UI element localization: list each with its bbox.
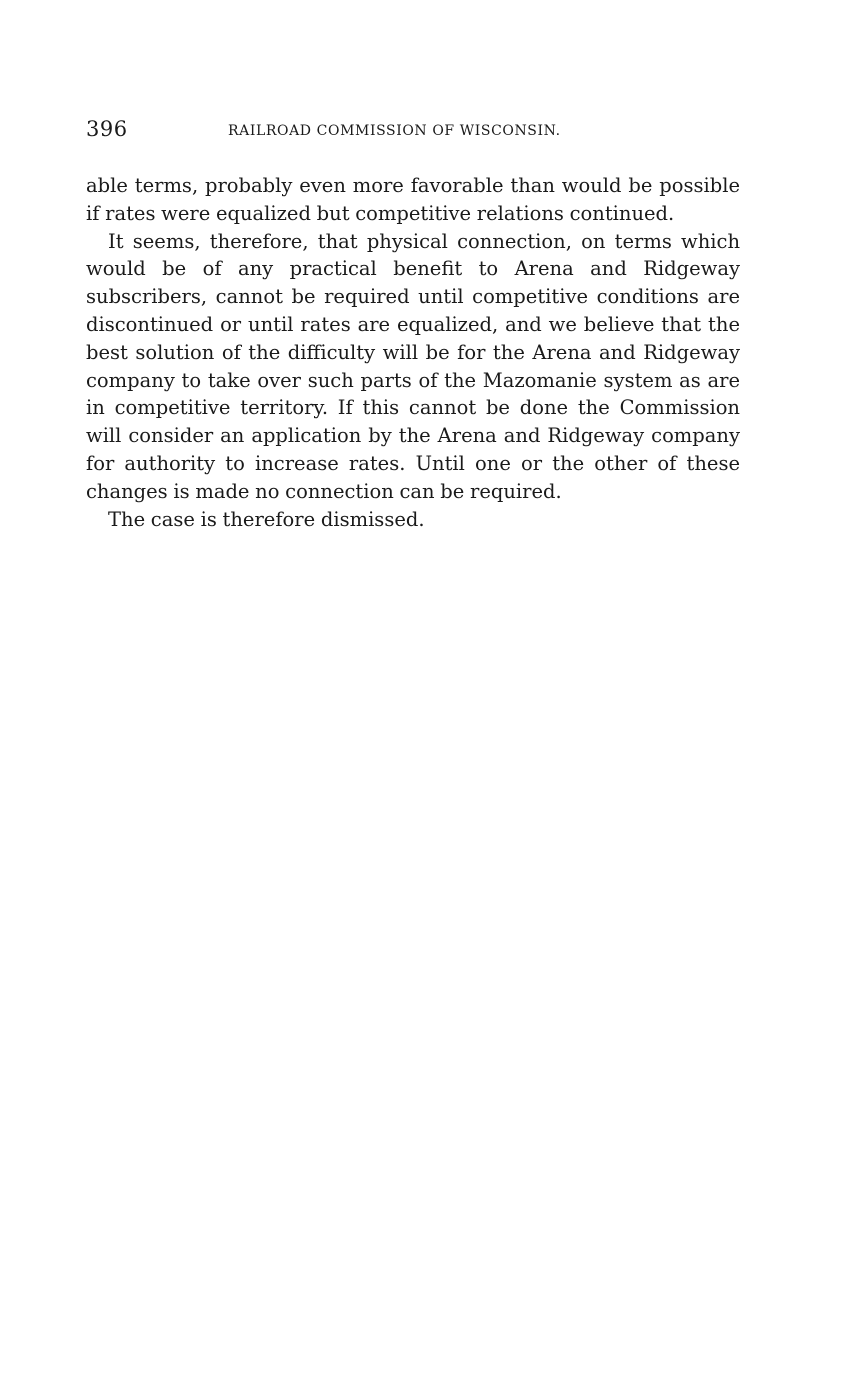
body-text (86, 172, 740, 533)
running-head: RAILROAD COMMISSION OF WISCONSIN. (228, 123, 561, 139)
paragraph-dismissal: The case is therefore dismissed. (108, 507, 425, 531)
paragraph-physical-connection: It seems, therefore, that physical connection, on terms which would be of any practical benefit to Arena and Ridgeway subscribers, cannot be required until competitive conditions are discontinued or until rates are equalized, and we believe that the best solution of the difficulty will be for the Arena and Ridgeway company to take over such parts of the Mazomanie system as are in competitive territory. If this cannot be done the Commission will consider an application by the Arena and Ridgeway company for authority to increase rates. Until one or the other of these changes is made no connection can be required. (86, 229, 740, 503)
page-header (86, 117, 746, 147)
page-number: 396 (86, 117, 128, 141)
paragraph-continuation: able terms, probably even more favorable than would be possible if rates were equalized but competitive relations continued. (86, 174, 740, 225)
